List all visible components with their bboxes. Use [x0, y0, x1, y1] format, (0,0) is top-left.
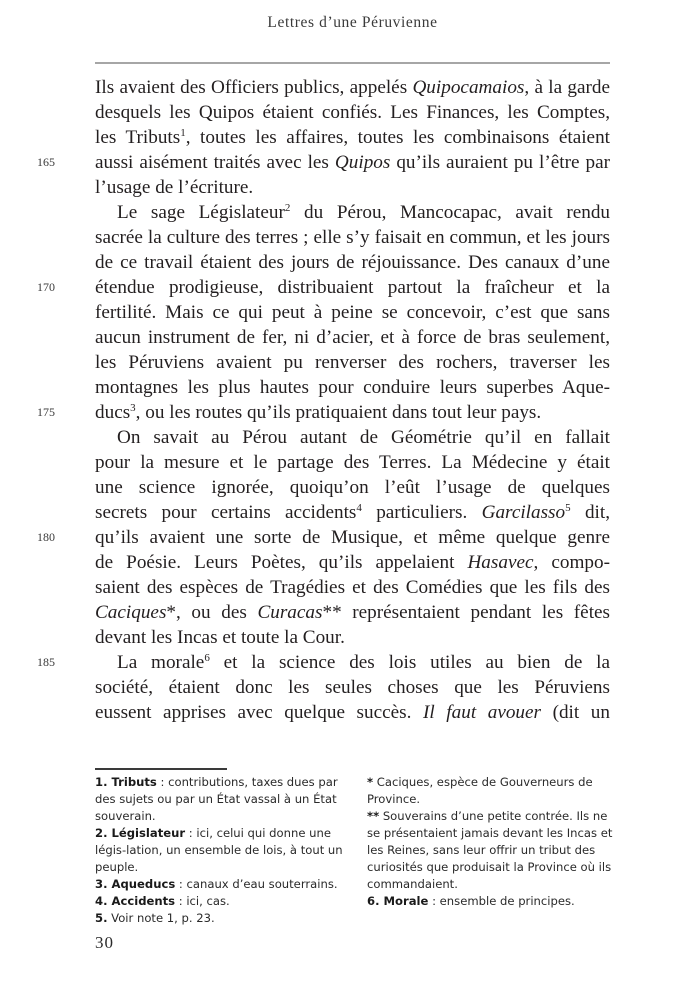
text-segment: dit, — [570, 502, 610, 523]
italic-term: Hasavec — [467, 552, 534, 573]
text-segment: particuliers. — [361, 502, 482, 523]
footnote-label: 2. Législateur — [95, 826, 186, 840]
text-segment: La morale — [117, 652, 205, 673]
text-segment: pour la mesure et le partage des Terres. La Médecine y était — [95, 452, 610, 473]
text-line — [95, 675, 610, 700]
footnote-label: ** — [367, 809, 380, 823]
footnote — [367, 893, 617, 910]
text-segment: eussent apprises avec quelque succès. — [95, 702, 423, 723]
footnotes-right-column — [367, 774, 617, 910]
footnote-label: 5. — [95, 911, 108, 925]
footnote — [95, 893, 355, 910]
footnote-label: 4. Accidents — [95, 894, 176, 908]
italic-term: Quipos — [334, 152, 391, 173]
text-segment: les Tributs — [95, 127, 181, 148]
text-line — [95, 700, 610, 725]
footnote-text: : ensemble de principes. — [428, 894, 575, 908]
text-segment: aussi aisément traités avec les — [95, 152, 335, 173]
text-segment: du Pérou, Mancocapac, avait rendu — [290, 202, 611, 223]
text-line — [37, 400, 610, 425]
text-line — [37, 150, 610, 175]
text-segment: , à la garde — [524, 77, 610, 98]
text-segment: montagnes les plus hautes pour conduire leurs superbes Aque- — [95, 377, 610, 398]
text-segment: aucun instrument de fer, ni d’acier, et à force de bras seulement, — [95, 327, 610, 348]
text-segment: ** représentaient pendant les fêtes — [322, 602, 611, 623]
footnote-marker: 3 — [130, 402, 136, 414]
footnote-marker: 2 — [284, 202, 291, 214]
text-line — [95, 600, 610, 625]
line-number: 170 — [37, 280, 55, 294]
text-segment: de ce travail étaient des jours de réjouissance. Des canaux d’une — [95, 252, 610, 273]
body-text — [37, 75, 611, 725]
text-line — [95, 325, 610, 350]
italic-term: Il faut avouer — [423, 702, 541, 723]
footnote-label: * — [367, 775, 374, 789]
line-number: 185 — [37, 655, 55, 669]
footnote-divider — [95, 768, 227, 770]
text-segment: saient des espèces de Tragédies et des Comédies que les fils des — [95, 577, 610, 598]
footnote — [95, 910, 355, 927]
footnotes-left-column — [95, 774, 355, 927]
text-segment: sacrée la culture des terres ; elle s’y faisait en commun, et les jours — [95, 227, 610, 248]
text-segment: qu’ils avaient une sorte de Musique, et même quelque genre — [95, 527, 610, 548]
italic-term: Quipocamaios — [412, 77, 525, 98]
text-line — [95, 125, 610, 150]
footnote-text: : ici, celui qui donne une légis-lation, un ensemble de lois, à tout un peuple. — [95, 826, 343, 874]
italic-term: Caciques — [95, 602, 167, 623]
footnote — [95, 774, 355, 825]
text-line — [95, 625, 610, 650]
text-segment: société, étaient donc les seules choses que les Péruviens — [95, 677, 610, 698]
footnote-text: Voir note 1, p. 23. — [107, 911, 215, 925]
footnote-label: 1. Tributs — [95, 775, 157, 789]
header-divider — [95, 62, 610, 64]
line-number: 175 — [37, 405, 55, 419]
text-line — [95, 475, 610, 500]
italic-term: Curacas — [257, 602, 323, 623]
text-line — [95, 450, 610, 475]
text-segment: On savait au Pérou autant de Géométrie qu’il en fallait — [117, 427, 610, 448]
text-segment: une science ignorée, quoiqu’on l’eût l’usage de quelques — [95, 477, 610, 498]
text-line — [95, 550, 610, 575]
text-segment: (dit un — [541, 702, 610, 723]
line-number: 180 — [37, 530, 55, 544]
text-line — [95, 200, 610, 225]
footnote-text: : ici, cas. — [175, 894, 230, 908]
text-segment: Le sage Législateur — [117, 202, 285, 223]
text-segment: et la science des lois utiles au bien de la — [209, 652, 611, 673]
footnote-text: Souverains d’une petite contrée. Ils ne se présentaient jamais devant les Incas et les Reines, sans leur offrir un tribut des curiosités que produisait la Province où ils commandaient. — [367, 809, 613, 891]
running-head-title: Lettres d’une Péruvienne — [267, 14, 438, 31]
footnote-text: : canaux d’eau souterrains. — [175, 877, 338, 891]
text-line — [95, 250, 610, 275]
text-line — [95, 75, 610, 100]
text-segment: secrets pour certains accidents — [95, 502, 357, 523]
footnote-marker: 6 — [204, 652, 210, 664]
footnote — [95, 876, 355, 893]
text-line — [95, 350, 610, 375]
text-segment: fertilité. Mais ce qui peut à peine se concevoir, c’est que sans — [95, 302, 610, 323]
text-segment: *, ou des — [166, 602, 258, 623]
text-segment: desquels les Quipos étaient confiés. Les Finances, les Comptes, — [95, 102, 610, 123]
text-line — [37, 650, 611, 675]
text-segment: de Poésie. Leurs Poètes, qu’ils appelaient — [95, 552, 468, 573]
text-segment: ducs — [95, 402, 131, 423]
text-line — [37, 525, 610, 550]
text-segment: l’usage de l’écriture. — [95, 177, 254, 198]
footnote-text: Caciques, espèce de Gouverneurs de Province. — [367, 775, 593, 806]
footnote-marker: 1 — [180, 127, 186, 139]
text-segment: devant les Incas et toute la Cour. — [95, 627, 345, 648]
text-line — [95, 500, 610, 525]
footnote-marker: 4 — [356, 502, 362, 514]
text-line — [95, 100, 610, 125]
line-number: 165 — [37, 155, 55, 169]
text-line — [95, 375, 610, 400]
text-line — [95, 425, 610, 450]
text-segment: Ils avaient des Officiers publics, appelés — [95, 77, 413, 98]
text-line — [95, 175, 610, 200]
footnote-label: 6. Morale — [367, 894, 429, 908]
footnote — [95, 825, 355, 876]
text-line — [95, 575, 610, 600]
text-segment: étendue prodigieuse, distribuaient partout la fraîcheur et la — [95, 277, 610, 298]
text-segment: , compo- — [533, 552, 610, 573]
footnote-marker: 5 — [565, 502, 571, 514]
page-number: 30 — [95, 933, 114, 952]
text-line — [95, 225, 610, 250]
text-segment: qu’ils auraient pu l’être par — [390, 152, 610, 173]
footnote-text: : contributions, taxes dues par des sujets ou par un État vassal à un État souverain. — [95, 775, 338, 823]
italic-term: Garcilasso — [481, 502, 566, 523]
footnote — [367, 774, 617, 808]
footnote — [367, 808, 617, 893]
footnote-label: 3. Aqueducs — [95, 877, 176, 891]
text-line — [95, 300, 610, 325]
text-line — [37, 275, 610, 300]
text-segment: les Péruviens avaient pu renverser des rochers, traverser les — [95, 352, 610, 373]
text-segment: , toutes les affaires, toutes les combinaisons étaient — [185, 127, 611, 148]
text-segment: , ou les routes qu’ils pratiquaient dans tout leur pays. — [135, 402, 542, 423]
